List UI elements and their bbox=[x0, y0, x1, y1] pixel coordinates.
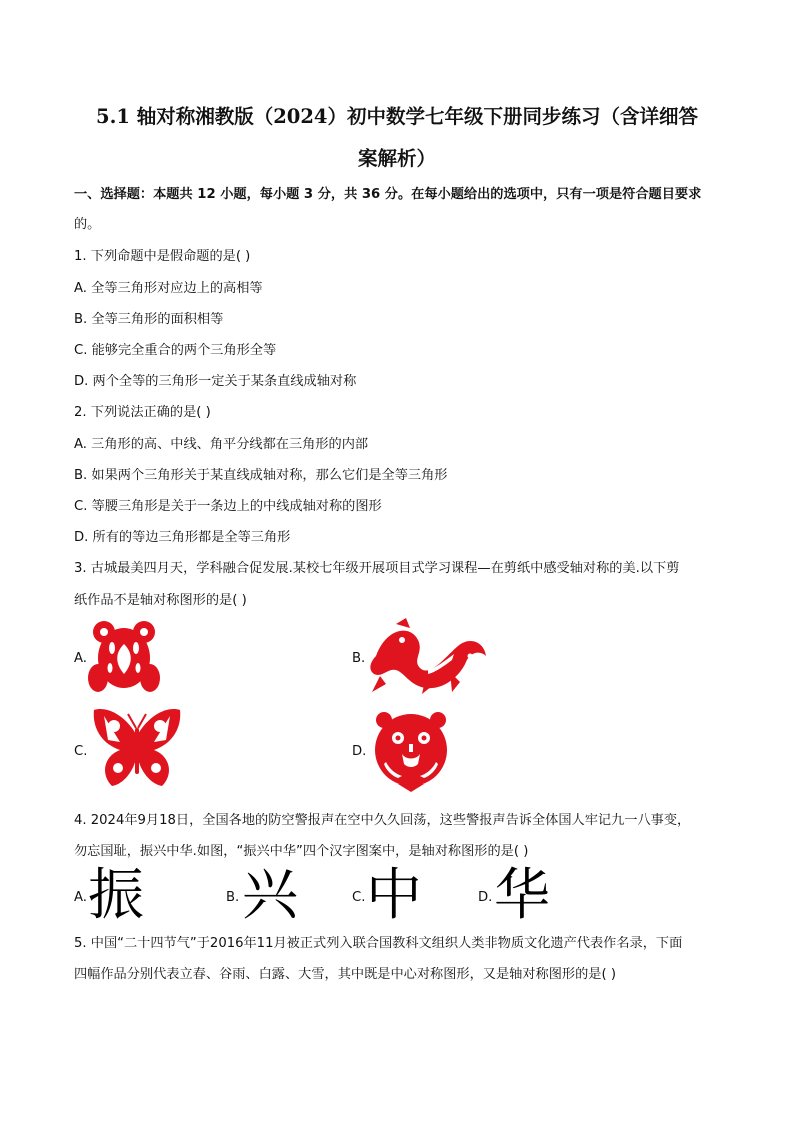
q1-option-c: C. 能够完全重合的两个三角形全等 bbox=[74, 343, 277, 358]
q4-label-c: C. bbox=[352, 890, 366, 905]
q4-char-zhen: 振 bbox=[88, 863, 144, 928]
q1-option-d: D. 两个全等的三角形一定关于某条直线成轴对称 bbox=[74, 374, 357, 389]
lion-mask-papercut-image bbox=[372, 708, 450, 792]
q2-option-d: D. 所有的等边三角形都是全等三角形 bbox=[74, 530, 291, 545]
q3-label-b: B. bbox=[352, 651, 366, 666]
q4-stem-line1: 4. 2024年9月18日，全国各地的防空警报声在空中久久回荡，这些警报声告诉全体国人牢记九一八事变， bbox=[74, 813, 691, 828]
q3-label-c: C. bbox=[74, 744, 88, 759]
q3-label-d: D. bbox=[352, 744, 367, 759]
q1-option-b: B. 全等三角形的面积相等 bbox=[74, 312, 224, 327]
q4-char-xing: 兴 bbox=[242, 863, 298, 928]
q3-stem-line2: 纸作品不是轴对称图形的是( ) bbox=[74, 593, 247, 608]
dragon-papercut-image bbox=[366, 616, 490, 698]
q5-stem-line1: 5. 中国“二十四节气”于2016年11月被正式列入联合国教科文组织人类非物质文化遗产代表作名录，下面 bbox=[74, 936, 683, 951]
q2-option-b: B. 如果两个三角形关于某直线成轴对称，那么它们是全等三角形 bbox=[74, 468, 448, 483]
frog-papercut-image bbox=[88, 618, 160, 696]
q1-option-a: A. 全等三角形对应边上的高相等 bbox=[74, 281, 263, 296]
q4-label-b: B. bbox=[226, 890, 240, 905]
q2-option-a: A. 三角形的高、中线、角平分线都在三角形的内部 bbox=[74, 437, 369, 452]
document-title-line1: 5.1 轴对称湘教版（2024）初中数学七年级下册同步练习（含详细答 bbox=[96, 105, 698, 128]
q1-stem: 1. 下列命题中是假命题的是( ) bbox=[74, 249, 251, 264]
q2-option-c: C. 等腰三角形是关于一条边上的中线成轴对称的图形 bbox=[74, 499, 382, 514]
q4-label-d: D. bbox=[478, 890, 493, 905]
q4-stem-line2: 勿忘国耻，振兴中华.如图，“振兴中华”四个汉字图案中，是轴对称图形的是( ) bbox=[74, 844, 529, 859]
q3-stem-line1: 3. 古城最美四月天，学科融合促发展.某校七年级开展项目式学习课程—在剪纸中感受轴对称的美.以下剪 bbox=[74, 561, 680, 576]
q4-label-a: A. bbox=[74, 890, 87, 905]
section-heading-line2: 的。 bbox=[74, 217, 101, 232]
q4-char-hua: 华 bbox=[494, 863, 550, 928]
q2-stem: 2. 下列说法正确的是( ) bbox=[74, 405, 211, 420]
q5-stem-line2: 四幅作品分别代表立春、谷雨、白露、大雪，其中既是中心对称图形，又是轴对称图形的是( ) bbox=[74, 967, 616, 982]
butterfly-papercut-image bbox=[90, 704, 184, 790]
q4-char-zhong: 中 bbox=[366, 863, 422, 928]
section-heading-line1: 一、选择题：本题共 12 小题，每小题 3 分，共 36 分。在每小题给出的选项中，只有一项是符合题目要求 bbox=[74, 187, 702, 202]
document-title-line2: 案解析） bbox=[357, 147, 436, 170]
q3-label-a: A. bbox=[74, 651, 87, 666]
